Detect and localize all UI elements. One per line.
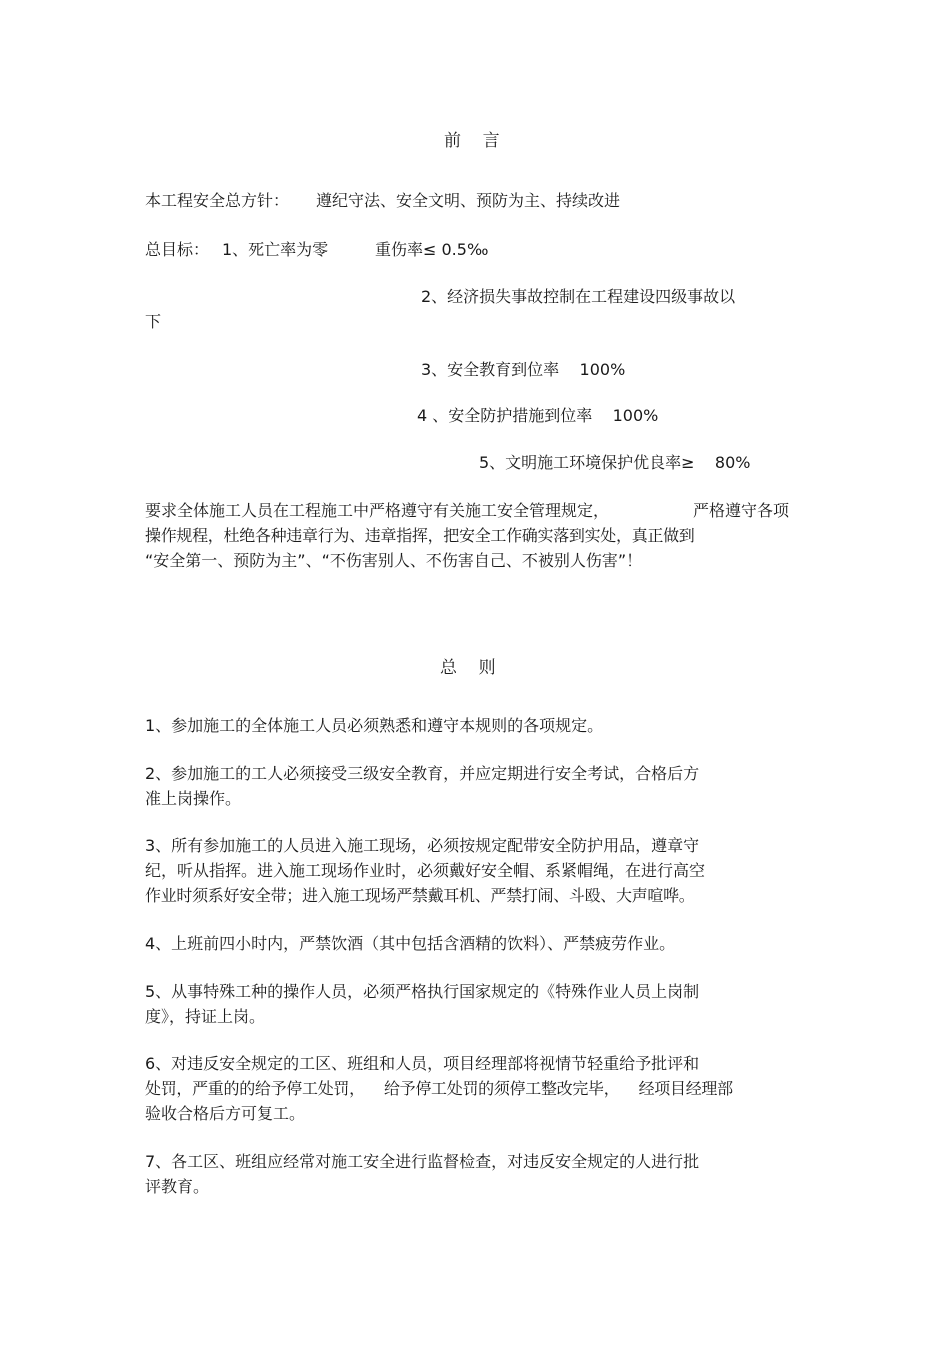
rule-line: 1、参加施工的全体施工人员必须熟悉和遵守本规则的各项规定。 xyxy=(145,716,604,735)
goal-5: 5、文明施工环境保护优良率≥ 80% xyxy=(479,453,751,472)
preface-heading: 前 言 xyxy=(444,131,500,151)
goals-label: 总目标： xyxy=(145,240,210,259)
requirement-line-3: “安全第一、预防为主”、“不伤害别人、不伤害自己、不被别人伤害”！ xyxy=(145,551,643,570)
requirement-line-1b: 严格遵守各项 xyxy=(693,501,790,520)
safety-policy-value: 遵纪守法、安全文明、预防为主、持续改进 xyxy=(316,191,621,210)
rule-line: 作业时须系好安全带；进入施工现场严禁戴耳机、严禁打闹、斗殴、大声喧哗。 xyxy=(145,886,695,905)
requirement-line-2: 操作规程，杜绝各种违章行为、违章指挥，把安全工作确实落到实处，真正做到 xyxy=(145,526,695,545)
rule-line: 6、对违反安全规定的工区、班组和人员，项目经理部将视情节轻重给予批评和 xyxy=(145,1054,700,1073)
goal-2-line-2: 下 xyxy=(145,312,162,331)
rule-line: 4、上班前四小时内，严禁饮酒（其中包括含酒精的饮料）、严禁疲劳作业。 xyxy=(145,934,676,953)
rule-line: 3、所有参加施工的人员进入施工现场，必须按规定配带安全防护用品，遵章守 xyxy=(145,836,700,855)
safety-policy-label: 本工程安全总方针： xyxy=(145,191,290,210)
rule-line: 处罚，严重的的给予停工处罚， 给予停工处罚的须停工整改完毕， 经项目经理部 xyxy=(145,1079,733,1098)
goal-2-line-1: 2、经济损失事故控制在工程建设四级事故以 xyxy=(421,287,736,306)
rule-line: 纪，听从指挥。进入施工现场作业时，必须戴好安全帽、系紧帽绳，在进行高空 xyxy=(145,861,706,880)
rule-line: 7、各工区、班组应经常对施工安全进行监督检查，对违反安全规定的人进行批 xyxy=(145,1152,700,1171)
goal-4: 4 、安全防护措施到位率 100% xyxy=(417,406,659,425)
requirement-line-1a: 要求全体施工人员在工程施工中严格遵守有关施工安全管理规定， xyxy=(145,501,610,520)
rule-line: 准上岗操作。 xyxy=(145,789,242,808)
goal-1-fatality: 1、死亡率为零 xyxy=(222,240,329,259)
rule-line: 5、从事特殊工种的操作人员，必须严格执行国家规定的《特殊作业人员上岗制 xyxy=(145,982,700,1001)
goal-3: 3、安全教育到位率 100% xyxy=(421,360,626,379)
rule-line: 评教育。 xyxy=(145,1177,210,1196)
rule-line: 验收合格后方可复工。 xyxy=(145,1104,306,1123)
rule-line: 度》，持证上岗。 xyxy=(145,1007,266,1026)
rule-line: 2、参加施工的工人必须接受三级安全教育，并应定期进行安全考试，合格后方 xyxy=(145,764,700,783)
general-rules-heading: 总 则 xyxy=(440,658,496,678)
goal-1-injury: 重伤率≤ 0.5‰ xyxy=(375,240,489,259)
